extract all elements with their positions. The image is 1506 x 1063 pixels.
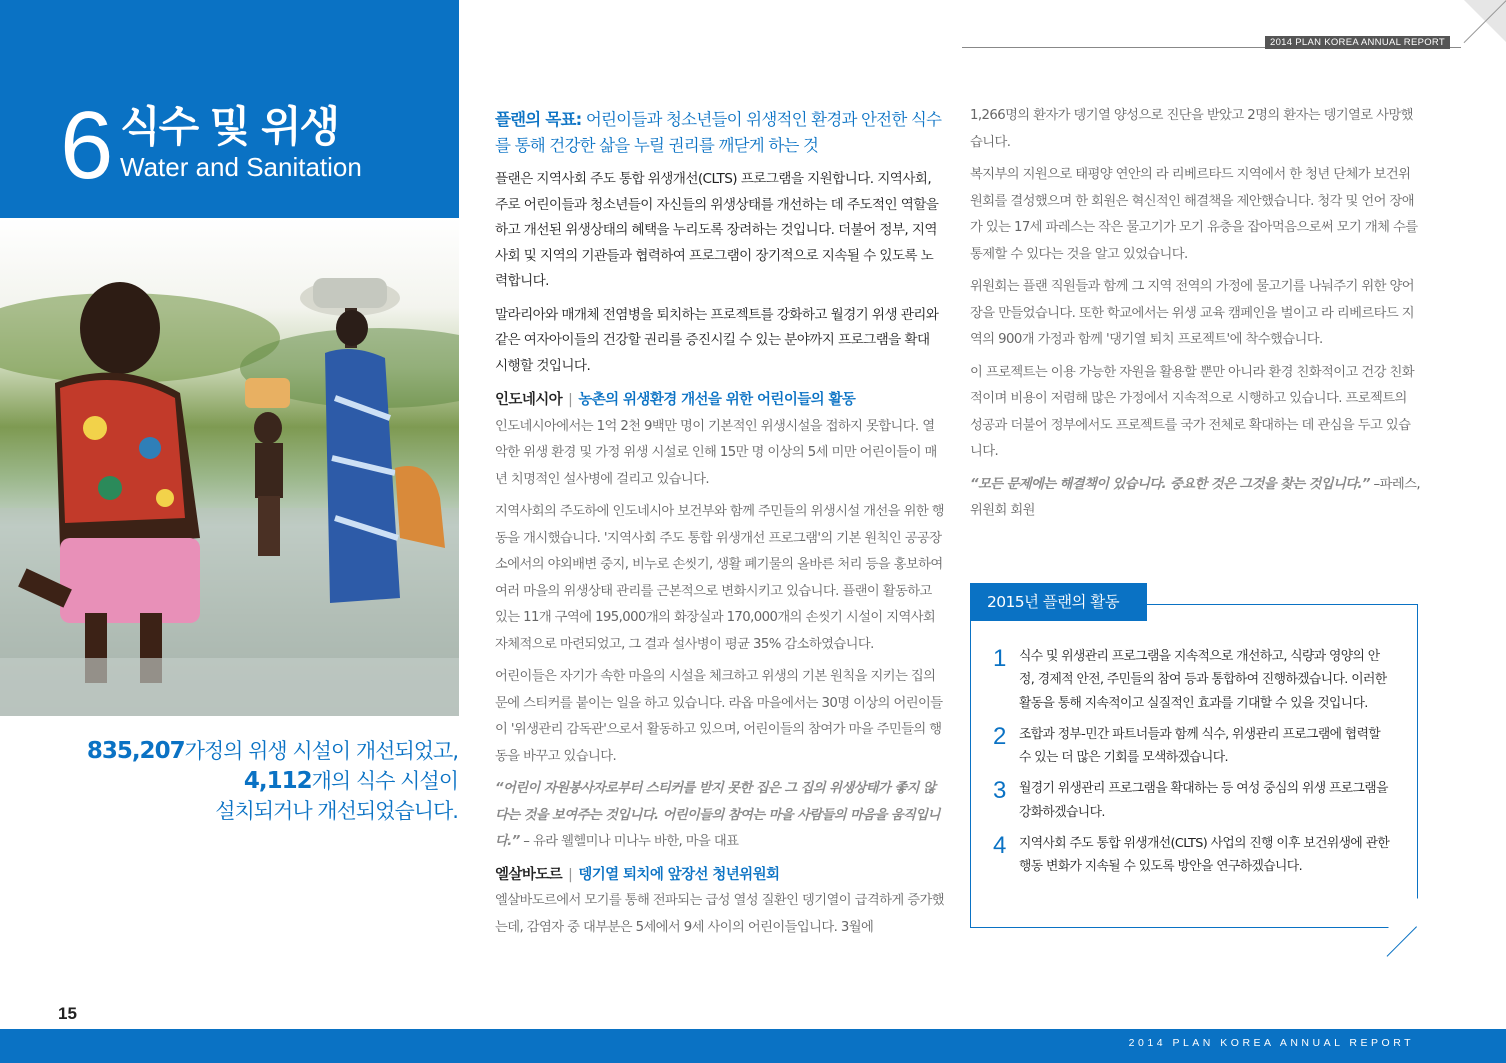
- list-item-number: 4: [993, 832, 1006, 860]
- box-cut-corner: [1388, 898, 1418, 928]
- plan-goal-label: 플랜의 목표:: [495, 110, 582, 129]
- section-separator: |: [568, 866, 573, 883]
- list-item: [993, 832, 1393, 879]
- elsalvador-paragraph-4: 위원회는 플랜 직원들과 함께 그 지역 전역의 가정에 물고기를 나눠주기 위한 양어장을 만들었습니다. 또한 학교에서는 위생 교육 캠페인을 벌이고 라 리베르타드 지역의 900개 가정과 함께 '댕기열 퇴치 프로젝트'에 착수했습니다.: [970, 279, 1414, 347]
- stat-water-facilities-text: 개의 식수 시설이: [311, 769, 458, 793]
- stats-summary: [40, 736, 458, 826]
- chapter-title-english: Water and Sanitation: [120, 152, 362, 182]
- section-country-elsalvador: 엘살바도르: [495, 866, 563, 883]
- box-cut-corner-line: [1387, 926, 1417, 956]
- list-item-number: 1: [993, 645, 1006, 672]
- elsalvador-quote-attribution: –파레스, 위원회 회원: [970, 476, 1420, 518]
- elsalvador-paragraph-2: 1,266명의 환자가 뎅기열 양성으로 진단을 받았고 2명의 환자는 뎅기열로 사망했습니다.: [970, 108, 1413, 150]
- section-country-indonesia: 인도네시아: [495, 392, 563, 408]
- list-item-text: 식수 및 위생관리 프로그램을 지속적으로 개선하고, 식량과 영양의 안정, 경제적 안전, 주민들의 참여 등과 통합하여 진행하겠습니다. 이러한 활동을 통해 지속적이고 실질적인 효과를 기대할 수 있을 것입니다.: [1019, 649, 1387, 711]
- section-title-elsalvador: 뎅기열 퇴치에 앞장선 청년위원회: [578, 866, 780, 883]
- stat-closing-text: 설치되거나 개선되었습니다.: [215, 799, 458, 823]
- footer-report-label: 2014 PLAN KOREA ANNUAL REPORT: [1128, 1037, 1414, 1049]
- list-item-text: 월경기 위생관리 프로그램을 확대하는 등 여성 중심의 위생 프로그램을 강화하겠습니다.: [1019, 781, 1388, 820]
- main-column-left: [495, 107, 945, 947]
- children-fetching-water-photo: [0, 218, 459, 716]
- header-report-label: 2014 PLAN KOREA ANNUAL REPORT: [1265, 36, 1450, 49]
- section-heading-elsalvador: [495, 862, 945, 889]
- intro-paragraph-1: 플랜은 지역사회 주도 통합 위생개선(CLTS) 프로그램을 지원합니다. 지역사회, 주로 어린이들과 청소년들이 자신들의 위생상태를 개선하는 데 주도적인 역할을 하고 개선된 위생상태의 혜택을 누리도록 장려하는 것입니다. 더불어 정부, 지역사회 및 지역의 기관들과 협력하여 프로그램이 장기적으로 지속될 수 있도록 노력합니다.: [495, 171, 939, 289]
- indonesia-paragraph-1: 인도네시아에서는 1억 2천 9백만 명이 기본적인 위생시설을 접하지 못합니다. 열악한 위생 환경 및 가정 위생 시설로 인해 15만 명 이상의 5세 미만 어린이들이 매년 치명적인 설사병에 걸리고 있습니다.: [495, 418, 937, 487]
- section-title-indonesia: 농촌의 위생환경 개선을 위한 어린이들의 활동: [578, 392, 856, 408]
- elsalvador-quote: [970, 472, 1420, 525]
- plan-goal-text: 어린이들과 청소년들이 위생적인 환경과 안전한 식수를 통해 건강한 삶을 누릴 권리를 깨닫게 하는 것: [495, 110, 942, 155]
- section-separator: |: [568, 392, 573, 408]
- plan-goal: [495, 107, 945, 159]
- elsalvador-paragraph-3: 복지부의 지원으로 태평양 연안의 라 리베르타드 지역에서 한 청년 단체가 보건위원회를 결성했으며 한 회원은 혁신적인 해결책을 제안했습니다. 청각 및 언어 장애가 있는 17세 파레스는 작은 물고기가 모기 유충을 잡아먹음으로써 모기 개체 수를 통제할 수 있다는 것을 알고 있었습니다.: [970, 167, 1418, 262]
- indonesia-quote-text: “어린이 자원봉사자로부터 스티커를 받지 못한 집은 그 집의 위생상태가 좋지 않다는 것을 보여주는 것입니다. 어린이들의 참여는 마을 사람들의 마음을 움직입니다.”: [495, 781, 940, 849]
- list-item-number: 3: [993, 777, 1006, 805]
- footer-bar: [0, 1029, 1506, 1063]
- main-column-right: [970, 103, 1420, 531]
- stat-households-number: 835,207: [86, 738, 185, 764]
- indonesia-quote-attribution: – 유라 웰헬미나 미나누 바한, 마을 대표: [519, 834, 739, 849]
- elsalvador-paragraph-1: 엘살바도르에서 모기를 통해 전파되는 급성 열성 질환인 뎅기열이 급격하게 증가했는데, 감염자 중 대부분은 5세에서 9세 사이의 어린이들입니다. 3월에: [495, 893, 944, 935]
- elsalvador-quote-text: “모든 문제에는 해결책이 있습니다. 중요한 것은 그것을 찾는 것입니다.”: [970, 476, 1370, 492]
- indonesia-quote: [495, 776, 945, 856]
- list-item-text: 조합과 정부-민간 파트너들과 함께 식수, 위생관리 프로그램에 협력할 수 있는 더 많은 기회를 모색하겠습니다.: [1019, 726, 1381, 766]
- page-number: 15: [58, 1004, 77, 1023]
- indonesia-paragraph-3: 어린이들은 자기가 속한 마을의 시설을 체크하고 위생의 기본 원칙을 지키는 집의 문에 스티커를 붙이는 일을 하고 있습니다. 라옵 마을에서는 30명 이상의 어린이들이 '위생관리 감독관'으로서 활동하고 있으며, 어린이들의 참여가 마을 주민들의 행동을 바꾸고 있습니다.: [495, 669, 943, 764]
- section-heading-indonesia: [495, 387, 945, 414]
- list-item-number: 2: [993, 722, 1006, 750]
- intro-paragraph-2: 말라리아와 매개체 전염병을 퇴치하는 프로젝트를 강화하고 월경기 위생 관리와 같은 여자아이들의 건강할 권리를 증진시킬 수 있는 분야까지 프로그램을 확대 시행할 것입니다.: [495, 306, 939, 374]
- chapter-title-korean: 식수 및 위생: [120, 102, 339, 151]
- elsalvador-paragraph-5: 이 프로젝트는 이용 가능한 자원을 활용할 뿐만 아니라 환경 친화적이고 건강 친화적이며 비용이 저렴해 많은 가정에서 지속적으로 시행하고 있습니다. 프로젝트의 성공과 더불어 정부에서도 프로젝트를 국가 전체로 확대하는 데 관심을 두고 있습니다.: [970, 364, 1414, 459]
- list-item: [993, 645, 1393, 715]
- stat-water-facilities-number: 4,112: [243, 768, 312, 794]
- list-item: [993, 777, 1393, 824]
- plan-2015-title: 2015년 플랜의 활동: [970, 583, 1147, 621]
- indonesia-paragraph-2: 지역사회의 주도하에 인도네시아 보건부와 함께 주민들의 위생시설 개선을 위한 행동을 개시했습니다. '지역사회 주도 통합 위생개선 프로그램'의 기본 원칙인 공공장소에서의 야외배변 중지, 비누로 손씻기, 생활 폐기물의 올바른 처리 등을 홍보하여 여러 마을의 위생상태 관리를 근본적으로 변화시키고 있습니다. 플랜이 활동하고 있는 11개 구역에 195,000개의 화장실과 170,000개의 손씻기 시설이 지역사회 자체적으로 마련되었고, 그 결과 설사병이 평균 35% 감소하였습니다.: [495, 504, 944, 652]
- list-item-text: 지역사회 주도 통합 위생개선(CLTS) 사업의 진행 이후 보건위생에 관한 행동 변화가 지속될 수 있도록 방안을 연구하겠습니다.: [1019, 836, 1390, 875]
- plan-2015-list: [993, 645, 1393, 887]
- list-item: [993, 723, 1393, 770]
- chapter-number: 6: [60, 92, 114, 199]
- stat-households-text: 가정의 위생 시설이 개선되었고,: [184, 739, 458, 763]
